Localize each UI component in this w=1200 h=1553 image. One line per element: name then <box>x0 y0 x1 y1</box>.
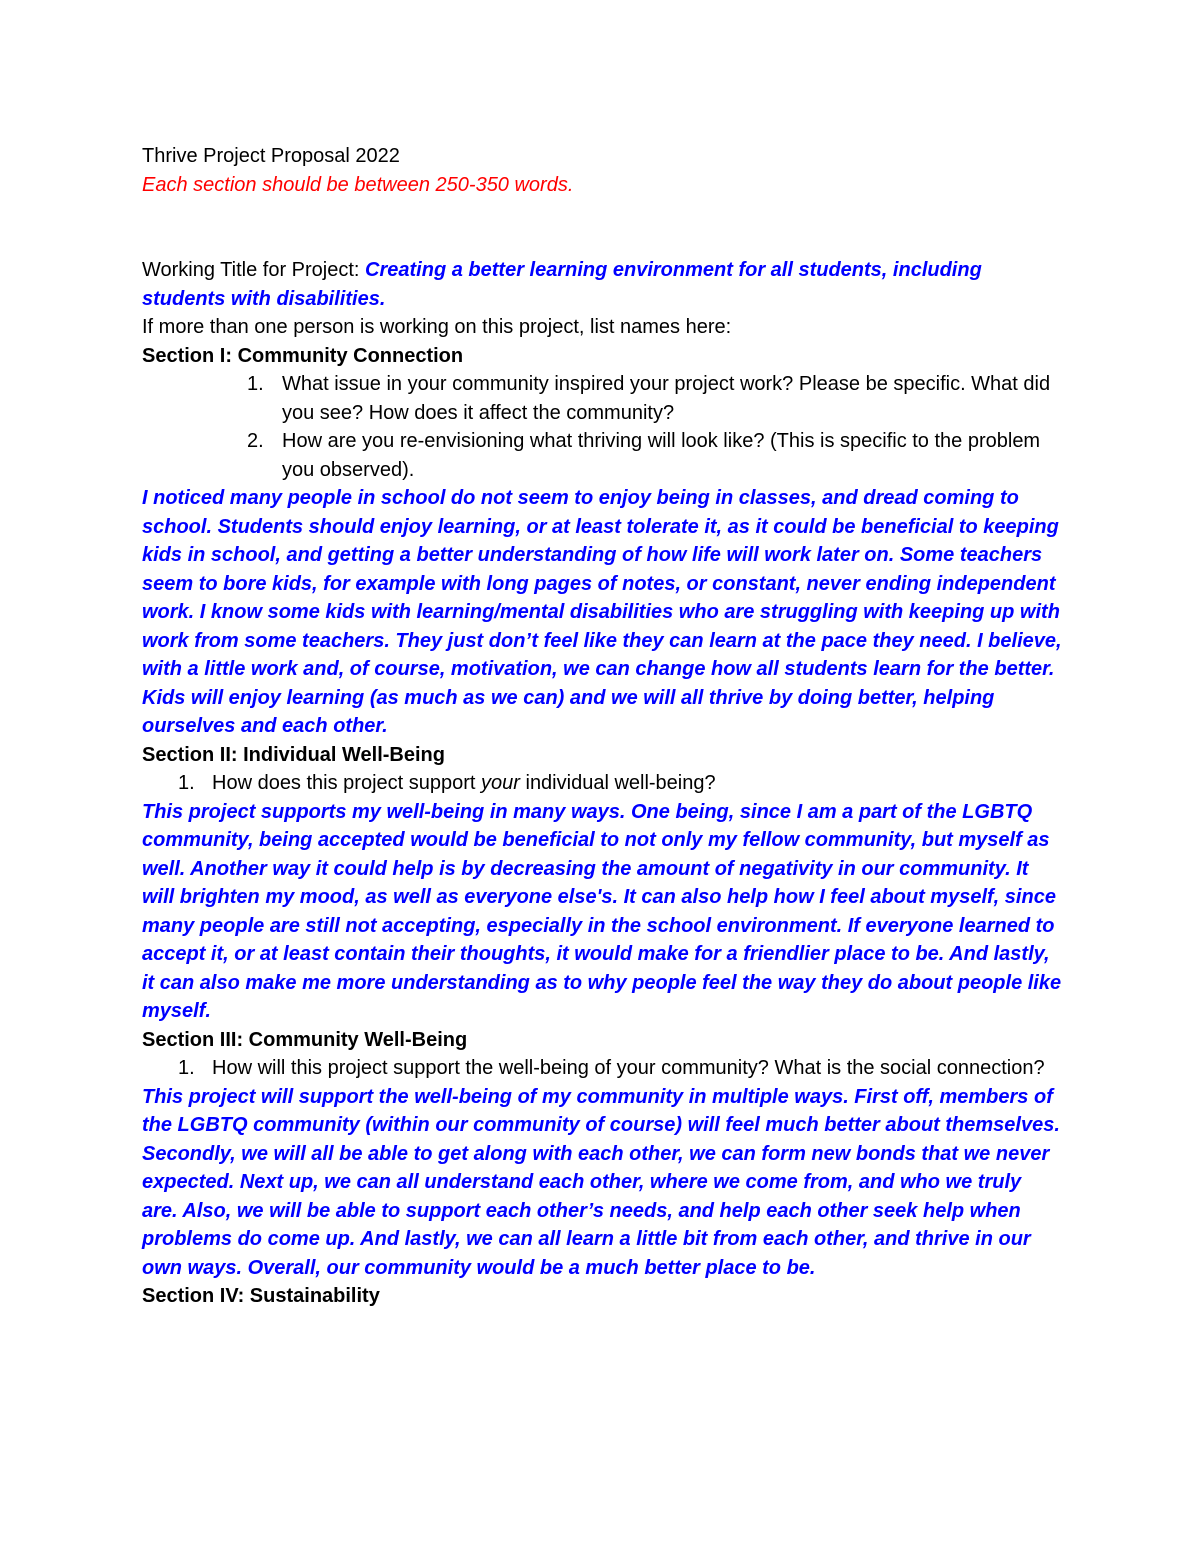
section-2-answer: This project supports my well-being in many ways. One being, since I am a part of the LGBTQ community, being accepted would be beneficial to not only my fellow community, but myself as well. Another way it could help is by decreasing the amount of negativity in our community. It will brighten my mood, as well as everyone else's. It can also help how I feel about myself, since many people are still not accepting, especially in the school environment. If everyone learned to accept it, or at least contain their thoughts, it would make for a friendlier place to be. And lastly, it can also make me more understanding as to why people feel the way they do about people like myself. <box>142 800 1062 1022</box>
question-number: 1. <box>178 772 195 794</box>
question-text: What issue in your community inspired your project work? Please be specific. What did you see? How does it affect the community? <box>282 373 1051 424</box>
section-3-answer: This project will support the well-being of my community in multiple ways. First off, members of the LGBTQ community (within our community of course) will feel much better about themselves. Secondly, we will all be able to get along with each other, we can form new bonds that we never expected. Next up, we can all understand each other, where we come from, and who we truly are. Also, we will be able to support each other’s needs, and help each other seek help when problems do come up. And lastly, we can all learn a little bit from each other, and thrive in our own ways. Overall, our community would be a much better place to be. <box>142 1085 1060 1279</box>
working-title-value: Creating a better learning environment for all students, including students with disabilities. <box>142 259 982 310</box>
question-number: 1. <box>247 373 264 395</box>
question-text-start: How does this project support <box>212 772 482 794</box>
word-count-instruction: Each section should be between 250-350 words. <box>142 173 574 196</box>
section-1-heading: Section I: Community Connection <box>142 344 464 367</box>
question-number: 2. <box>247 430 264 452</box>
document-title: Thrive Project Proposal 2022 <box>142 145 400 167</box>
section-1-questions <box>142 370 1062 484</box>
question-number: 1. <box>178 1057 195 1079</box>
section-2-heading: Section II: Individual Well-Being <box>142 743 445 766</box>
question-text-end: individual well-being? <box>519 772 716 794</box>
section-3-questions <box>142 1054 1062 1083</box>
spacer <box>142 199 1062 256</box>
document-page <box>142 142 1062 1311</box>
working-title-label: Working Title for Project: <box>142 259 366 281</box>
section-2-questions <box>142 769 1062 798</box>
working-title-line <box>142 256 1062 313</box>
section-3-heading: Section III: Community Well-Being <box>142 1028 468 1051</box>
names-prompt: If more than one person is working on this project, list names here: <box>142 316 732 338</box>
section-1-answer: I noticed many people in school do not seem to enjoy being in classes, and dread coming to school. Students should enjoy learning, or at least tolerate it, as it could be beneficial to keeping kids in school, and getting a better understanding of how life will work later on. Some teachers seem to bore kids, for example with long pages of notes, or constant, never ending independent work. I know some kids with learning/mental disabilities who are struggling with keeping up with work from some teachers. They just don’t feel like they can learn at the pace they need. I believe, with a little work and, of course, motivation, we can change how all students learn for the better. Kids will enjoy learning (as much as we can) and we will all thrive by doing better, helping ourselves and each other. <box>142 487 1062 737</box>
section-2-question-1 <box>142 769 1062 798</box>
section-1-question-2 <box>142 427 1062 484</box>
question-text: How will this project support the well-being of your community? What is the social connection? <box>212 1057 1045 1079</box>
section-4-heading: Section IV: Sustainability <box>142 1285 380 1307</box>
section-1-question-1 <box>142 370 1062 427</box>
question-text-emphasis: your <box>481 772 520 794</box>
section-3-question-1 <box>142 1054 1062 1083</box>
question-text: How are you re-envisioning what thriving will look like? (This is specific to the problem you observed). <box>282 430 1041 481</box>
